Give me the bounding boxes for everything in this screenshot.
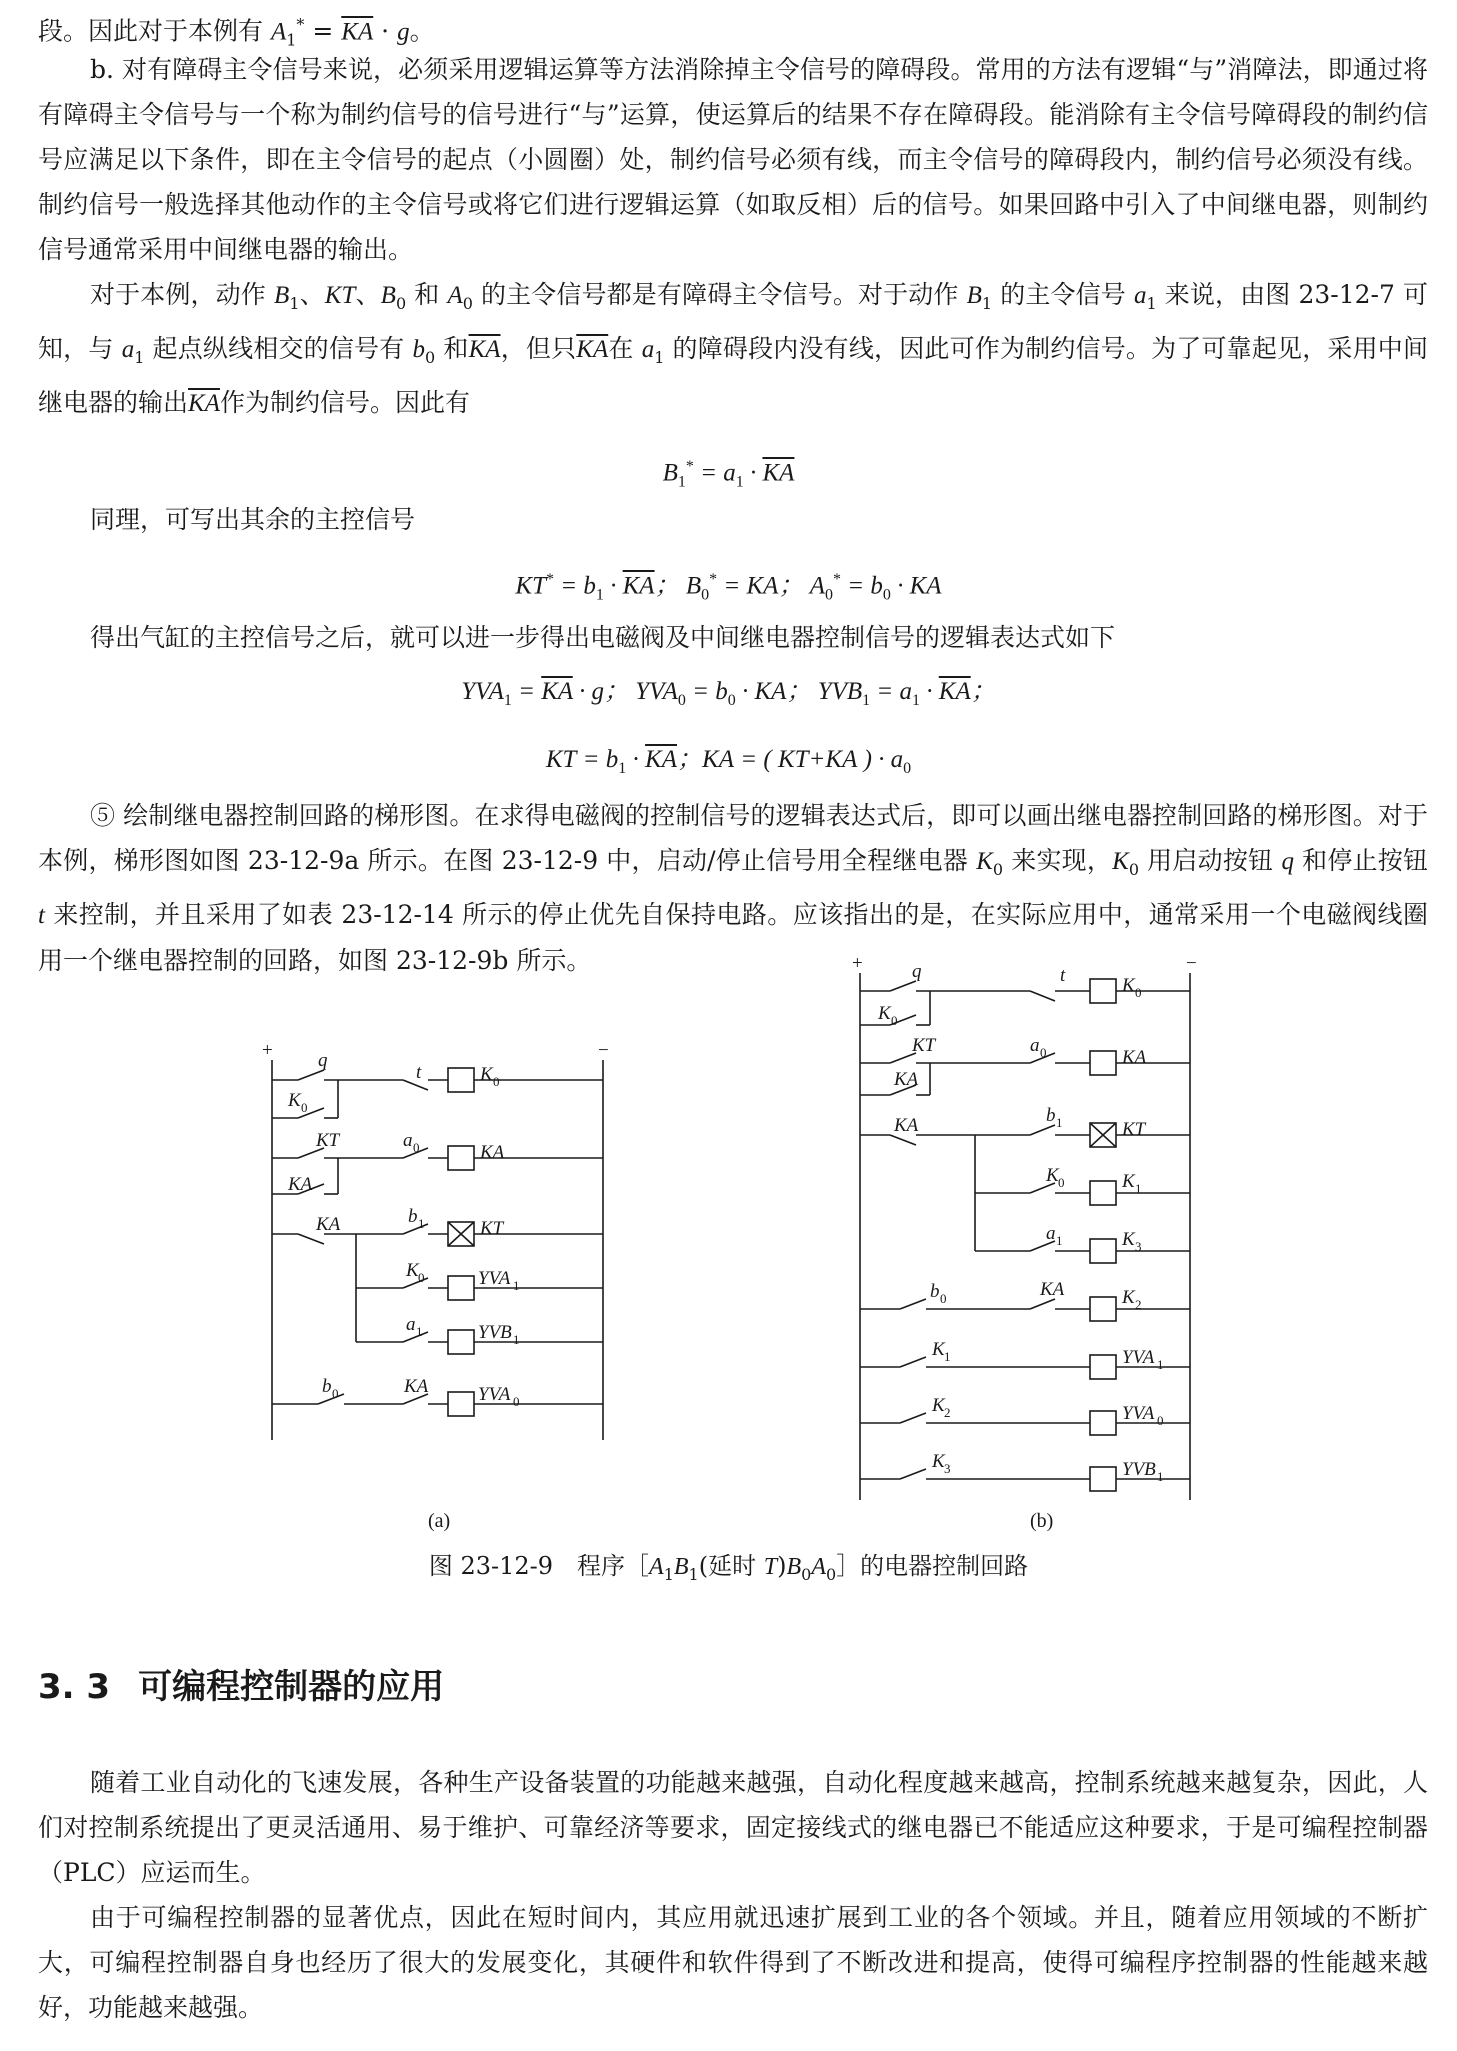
plus-label-a: + (262, 1040, 273, 1061)
svg-text:1: 1 (944, 1349, 951, 1364)
svg-text:K: K (1122, 1287, 1135, 1308)
svg-text:KA: KA (480, 1142, 505, 1163)
svg-text:0: 0 (418, 1270, 425, 1285)
svg-text:b: b (930, 1281, 940, 1302)
section-number: 3. 3 (38, 1667, 111, 1707)
ladder-diagram-a (258, 1040, 618, 1460)
svg-text:YVB: YVB (478, 1322, 512, 1343)
svg-text:1: 1 (1157, 1469, 1164, 1484)
svg-text:YVA: YVA (1122, 1347, 1155, 1368)
svg-text:KA: KA (404, 1376, 429, 1397)
svg-text:0: 0 (1157, 1413, 1164, 1428)
svg-text:1: 1 (418, 1216, 425, 1231)
svg-text:3: 3 (944, 1461, 951, 1476)
svg-text:0: 0 (1135, 985, 1142, 1000)
svg-text:t: t (1060, 965, 1066, 986)
svg-text:K: K (288, 1090, 301, 1111)
svg-text:K: K (1046, 1165, 1059, 1186)
svg-text:K: K (932, 1395, 945, 1416)
svg-text:K: K (1122, 975, 1135, 996)
svg-text:0: 0 (301, 1100, 308, 1115)
svg-text:3: 3 (1135, 1239, 1142, 1254)
paragraph-same: 同理，可写出其余的主控信号 (90, 505, 416, 534)
paragraph-get: 得出气缸的主控信号之后，就可以进一步得出电磁阀及中间继电器控制信号的逻辑表达式如下 (90, 623, 1116, 652)
formula-ka: KT = $b_1 \cdot \overline{KA}$；KA = ( KT+KA ) · $a_0$ (545, 746, 912, 777)
svg-text:1: 1 (513, 1278, 520, 1293)
svg-text:a: a (1046, 1223, 1056, 1244)
svg-text:0: 0 (940, 1291, 947, 1306)
figure-label-a: (a) (428, 1510, 451, 1532)
svg-text:1: 1 (1135, 1181, 1142, 1196)
paragraph-b: b. 对有障碍主令信号来说，必须采用逻辑运算等方法消除掉主令信号的障碍段。常用的方法有逻辑“与”消障法，即通过将有障碍主令信号与一个称为制约信号的信号进行“与”运算，使运算后的结果不存在障碍段。能消除有主令信号障碍段的制约信号应满足以下条件，即在主令信号的起点（小圆圈）处，制约信号必须有线，而主令信号的障碍段内，制约信号必须没有线。制约信号一般选择其他动作的主令信号或将它们进行逻辑运算（如取反相）后的信号。如果回路中引入了中间继电器，则制约信号通常采用中间继电器的输出。 (38, 55, 1428, 264)
svg-text:K: K (878, 1003, 891, 1024)
svg-text:0: 0 (493, 1074, 500, 1089)
svg-text:K: K (480, 1064, 493, 1085)
paragraph-step5: ⑤ 绘制继电器控制回路的梯形图。在求得电磁阀的控制信号的逻辑表达式后，即可以画出继电器控制回路的梯形图。对于本例，梯形图如图 23-12-9a 所示。在图 23-12-9 中，启动/停止信号用全程继电器 $K_0$ 来实现，$K_0$ 用启动按钮 q 和停止按钮 t 来控制，并且采用了如表 23-12-14 所示的停止优先自保持电路。应该指出的是，在实际应用中，通常采用一个电磁阀线圈用一个继电器控制的回路，如图 23-12-9b 所示。 (38, 801, 1428, 975)
svg-text:KT: KT (480, 1218, 504, 1239)
svg-text:0: 0 (1058, 1175, 1065, 1190)
plus-label-b: + (852, 955, 863, 974)
svg-text:b: b (322, 1376, 332, 1397)
formula-kt: $KT^* = b_1 \cdot \overline{KA}$； $B_0^*$ = KA； $A_0^* = b_0$ · KA (515, 571, 942, 604)
paragraph-plc-2: 由于可编程控制器的显著优点，因此在短时间内，其应用就迅速扩展到工业的各个领域。并且，随着应用领域的不断扩大，可编程控制器自身也经历了很大的发展变化，其硬件和软件得到了不断改进和提高，使得可编程序控制器的性能越来越好，功能越来越强。 (38, 1903, 1428, 2022)
svg-text:KA: KA (1040, 1279, 1065, 1300)
svg-text:KT: KT (1122, 1119, 1146, 1140)
svg-text:1: 1 (1056, 1115, 1063, 1130)
formula-yva: $YVA_1 = \overline{KA} \cdot g$； $YVA_0 = b_0$ · KA； $YVB_1 = a_1 \cdot \overline{KA}$； (461, 678, 996, 709)
svg-text:b: b (1046, 1105, 1056, 1126)
svg-text:YVA: YVA (478, 1268, 511, 1289)
svg-text:2: 2 (1135, 1297, 1142, 1312)
svg-text:1: 1 (1157, 1357, 1164, 1372)
svg-text:q: q (318, 1050, 328, 1071)
figure-label-b: (b) (1030, 1510, 1054, 1532)
figure-caption: 图 23-12-9 程序$[A_1B_1$(延时 $T)B_0A_0]$的电器控制回路 (428, 1552, 1029, 1584)
svg-text:KA: KA (894, 1115, 919, 1136)
ladder-diagram-b (850, 955, 1210, 1515)
minus-label-a: − (598, 1040, 609, 1061)
paragraph-top: 段。因此对于本例有 $A_1^* = \overline{KA} \cdot g$。 (38, 15, 435, 50)
svg-text:KA: KA (1122, 1047, 1147, 1068)
svg-text:a: a (1030, 1035, 1040, 1056)
svg-text:q: q (912, 961, 922, 982)
svg-text:K: K (1122, 1171, 1135, 1192)
svg-text:YVA: YVA (478, 1384, 511, 1405)
svg-text:KA: KA (316, 1214, 341, 1235)
formula-b1: $B_1^* = a_1 \cdot \overline{KA}$ (662, 458, 795, 491)
paragraph-plc-1: 随着工业自动化的飞速发展，各种生产设备装置的功能越来越强，自动化程度越来越高，控制系统越来越复杂，因此，人们对控制系统提出了更灵活通用、易于维护、可靠经济等要求，固定接线式的继电器已不能适应这种要求，于是可编程控制器（PLC）应运而生。 (38, 1768, 1428, 1887)
svg-text:K: K (1122, 1229, 1135, 1250)
svg-text:KA: KA (894, 1069, 919, 1090)
svg-text:KA: KA (288, 1174, 313, 1195)
svg-text:b: b (408, 1206, 418, 1227)
svg-text:1: 1 (1056, 1233, 1063, 1248)
svg-text:t: t (416, 1062, 422, 1083)
svg-text:0: 0 (413, 1140, 420, 1155)
section-heading (38, 1662, 444, 1712)
svg-text:1: 1 (416, 1324, 423, 1339)
svg-text:K: K (406, 1260, 419, 1281)
section-title: 可编程控制器的应用 (138, 1667, 445, 1707)
minus-label-b: − (1186, 955, 1197, 974)
svg-text:YVA: YVA (1122, 1403, 1155, 1424)
svg-text:KT: KT (316, 1130, 340, 1151)
paragraph-example: 对于本例，动作 $B_1$、KT、$B_0$ 和 $A_0$ 的主令信号都是有障碍主令信号。对于动作 $B_1$ 的主令信号 $a_1$ 来说，由图 23-12-7 可知，与 $a_1$ 起点纵线相交的信号有 $b_0$ 和$\overline{KA}$，但只$\overline{KA}$在 $a_1$ 的障碍段内没有线，因此可作为制约信号。为了可靠起见，采用中间继电器的输出$\overline{KA}$作为制约信号。因此有 (38, 280, 1428, 417)
svg-text:YVB: YVB (1122, 1459, 1156, 1480)
svg-text:0: 0 (1040, 1045, 1047, 1060)
svg-text:0: 0 (891, 1013, 898, 1028)
svg-text:a: a (403, 1130, 413, 1151)
svg-text:KT: KT (912, 1035, 936, 1056)
svg-text:a: a (406, 1314, 416, 1335)
svg-text:0: 0 (513, 1394, 520, 1409)
svg-text:K: K (932, 1451, 945, 1472)
svg-text:2: 2 (944, 1405, 951, 1420)
svg-text:1: 1 (513, 1332, 520, 1347)
svg-text:K: K (932, 1339, 945, 1360)
svg-text:0: 0 (332, 1386, 339, 1401)
